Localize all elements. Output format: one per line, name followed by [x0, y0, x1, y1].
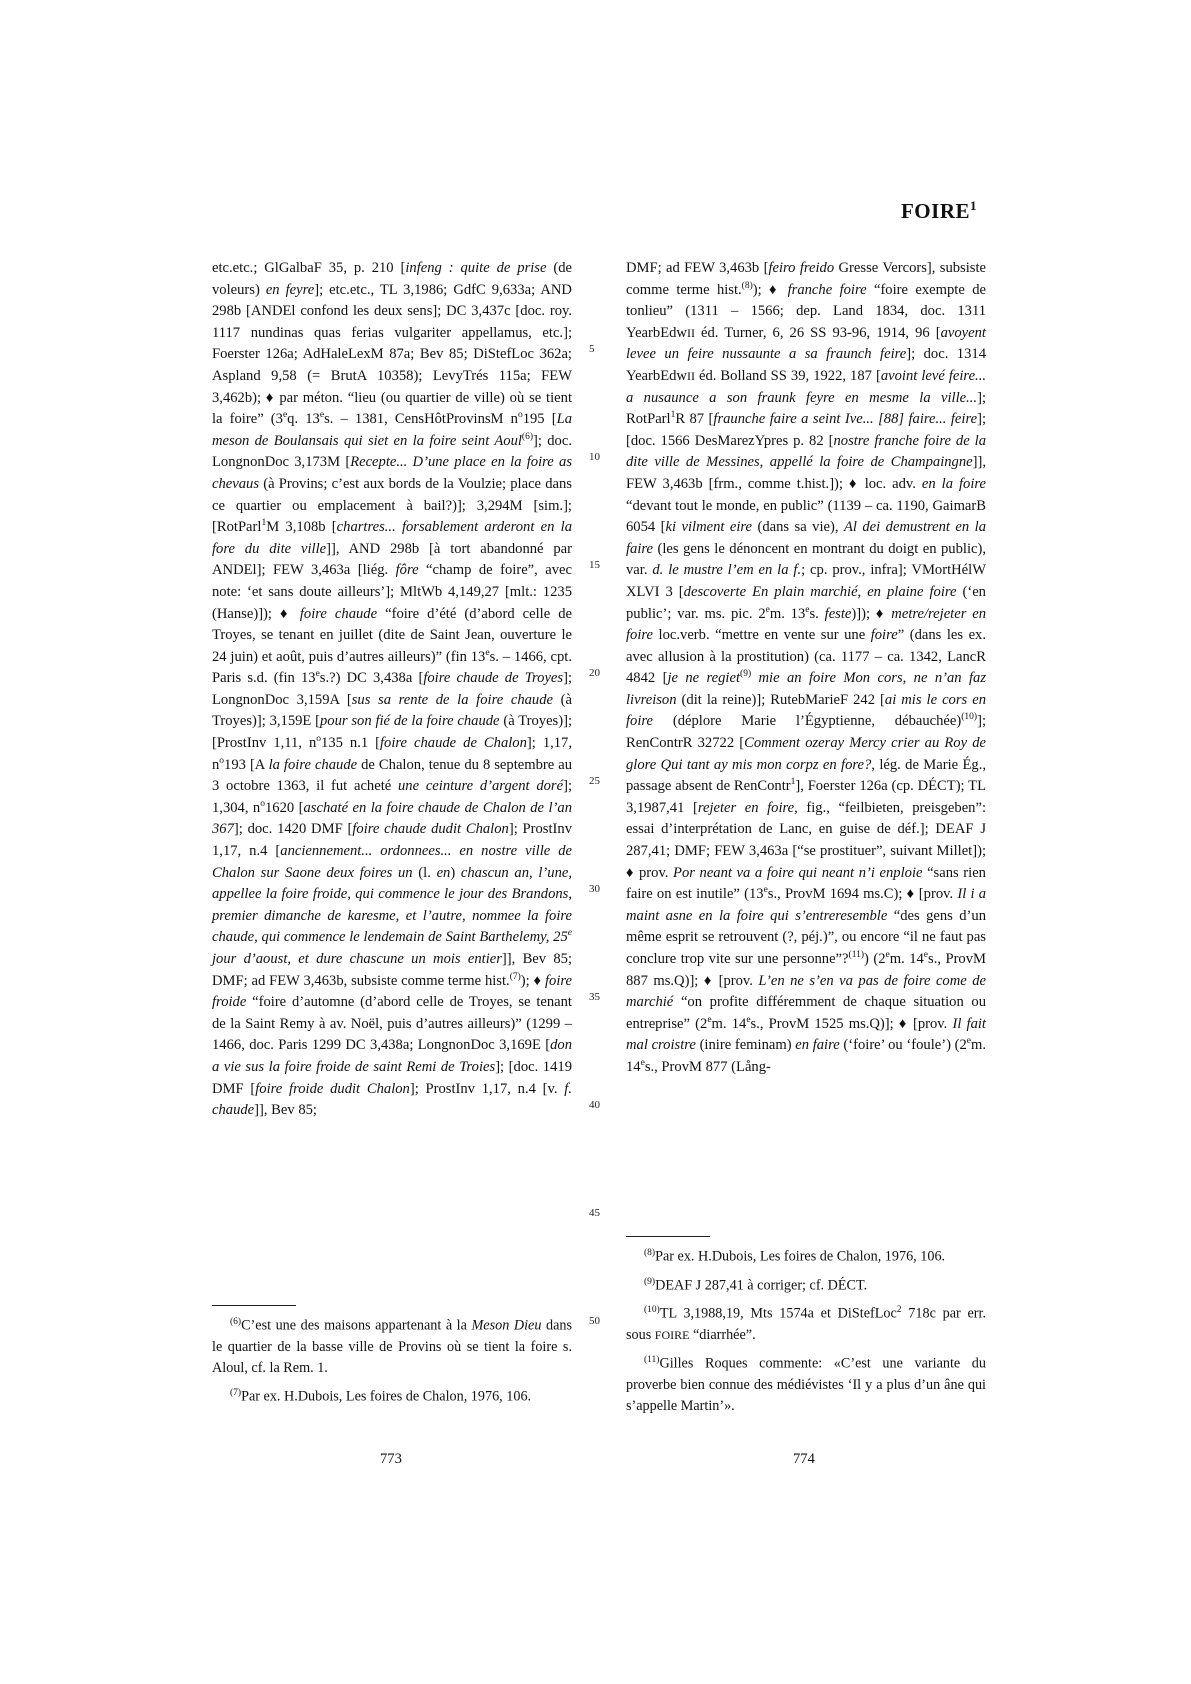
- line-number-45: 45: [589, 1207, 600, 1219]
- line-number-30: 30: [589, 883, 600, 895]
- right-column-text: DMF; ad FEW 3,463b [feiro freido Gresse Vercors], subsiste comme terme hist.$^{(8)}$); ♦ franche foire “foire exempte de tonlieu” (1311 – 1566; dep. Land 1834, doc. 1311 YearbEdwII éd. Turner, 6, 26 SS 93-96, 1914, 96 [avoyent levee un feire nussaunte a sa fraunch feire]; doc. 1314 YearbEdwII éd. Bolland SS 39, 1922, 187 [avoint levé feire... a nusaunce a son fraunk feyre en mesme la ville...]; RotParl$^1$R 87 [fraunche faire a seint Ive... [88] faire... feire]; [doc. 1566 DesMarezYpres p. 82 [nostre franche foire de la dite ville de Messines, appellé la foire de Champaingne]], FEW 3,463b [frm., comme t.hist.]); ♦ loc. adv. en la foire “devant tout le monde, en public” (1139 – ca. 1190, GaimarB 6054 [ki vilment eire (dans sa vie), Al dei demustrent en la faire (les gens le dénoncent en montrant du doigt en public), var. d. le mustre l’em en la f.; cp. prov., infra]; VMortHélW XLVI 3 [descoverte En plain marchié, en plaine foire (‘en public’; var. ms. pic. 2em. 13es. feste)]); ♦ metre/rejeter en foire loc.verb. “mettre en vente sur une foire” (dans les ex. avec allusion à la prostitution) (ca. 1177 – ca. 1342, LancR 4842 [je ne regiet$^{(9)}$ mie an foire Mon cors, ne n’an faz livreison (dit la reine)]; RutebMarieF 242 [ai mis le cors en foire (déplore Marie l’Égyptienne, débauchée)$^{(10)}$]; RenContrR 32722 [Comment ozeray Mercy crier au Roy de glore Qui tant ay mis mon corpz en fore?, lég. de Marie Ég., passage absent de RenContr$^1$], Foerster 126a (cp. DÉCT); TL 3,1987,41 [rejeter en foire, fig., “feilbieten, preisgeben”: essai d’interprétation de Lanc, en guise de déf.]; DEAF J 287,41; DMF; FEW 3,463a [“se prostituer”, suivant Millet]); ♦ prov. Por neant va a foire qui neant n’i enploie “sans rien faire on est inutile” (13es., ProvM 1694 ms.C); ♦ [prov. Il i a maint asne en la foire qui s’entreresemble “des gens d’un même esprit se retrouvent (?, péj.)”, ou encore “il ne faut pas conclure trop vite sur une personne”?$^{(11)}$) (2em. 14es., ProvM 887 ms.Q)]; ♦ [prov. L’en ne s’en va pas de foire come de marchié “on profite différemment de chaque situation ou entreprise” (2em. 14es., ProvM 1525 ms.Q)]; ♦ [prov. Il fait mal croistre (inire feminam) en faire (‘foire’ ou ‘foule’) (2em. 14es., ProvM 877 (Lång-: [626, 260, 987, 1075]
- line-number-5: 5: [589, 343, 595, 355]
- footnote-7: $^{(7)}$Par ex. H.Dubois, Les foires de Chalon, 1976, 106.: [230, 1387, 532, 1405]
- footnote-8: $^{(8)}$Par ex. H.Dubois, Les foires de Chalon, 1976, 106.: [644, 1248, 946, 1265]
- left-column-text: etc.etc.; GlGalbaF 35, p. 210 [infeng : quite de prise (de voleurs) en feyre]; etc.etc., TL 3,1986; GdfC 9,633a; AND 298b [ANDEl confond les deux sens]; DC 3,437c [doc. roy. 1117 nundinas quas ferias vulgariter appellamus, etc.]; Foerster 126a; AdHaleLexM 87a; Bev 85; DiStefLoc 362a; Aspland 9,58 (= BrutA 10358); LevyTrés 115a; FEW 3,462b); ♦ par méton. “lieu (ou quartier de ville) où se tient la foire” (3eq. 13es. – 1381, CensHôtProvinsM $n^o195$ [La meson de Boulansais qui siet en la foire seint Aoul$^{(6)}$]; doc. LongnonDoc 3,173M [Recepte... D’une place en la foire as chevaus (à Provins; c’est aux bords de la Voulzie; place dans ce quartier ou emplacement à bail?)]; 3,294M [sim.]; [RotParl$^1$M 3,108b [chartres... forsablement arderont en la fore du dite ville]], AND 298b [à tort abandonné par ANDEl]; FEW 3,463a [liég. fôre “champ de foire”, avec note: ‘et sans doute ailleurs’]; MltWb 4,149,27 [mlt.: 1235 (Hanse)]); ♦ foire chaude “foire d’été (d’abord celle de Troyes, se tenant en juillet (dite de Saint Jean, ouverture le 24 juin) et août, puis d’autres ailleurs)” (fin 13es. – 1466, cpt. Paris s.d. (fin 13es.?) DC 3,438a [foire chaude de Troyes]; LongnonDoc 3,159A [sus sa rente de la foire chaude (à Troyes)]; 3,159E [pour son fié de la foire chaude (à Troyes)]; [ProstInv 1,11, $n^o135$ n.1 [foire chaude de Chalon]; 1,17, $n^o193$ [A la foire chaude de Chalon, tenue du 8 septembre au 3 octobre 1363, il fut acheté une ceinture d’argent doré]; 1,304, $n^o1620$ [aschaté en la foire chaude de Chalon de l’an 367]; doc. 1420 DMF [foire chaude dudit Chalon]; ProstInv 1,17, n.4 [anciennement... ordonnees... en nostre ville de Chalon sur Saone deux foires un (l. en) chascun an, l’une, appellee la foire froide, qui commence le jour des Brandons, premier dimanche de karesme, et l’autre, nommee la foire chaude, qui commence le lendemain de Saint Barthelemy, 25e jour d’aoust, et dure chascune un mois entier]], Bev 85; DMF; ad FEW 3,463b, subsiste comme terme hist.$^{(7)}$); ♦ foire froide “foire d’automne (d’abord celle de Troyes, se tenant de la Saint Remy à av. Noël, puis d’autres ailleurs)” (1299 – 1466, doc. Paris 1299 DC 3,438a; LongnonDoc 3,169E [don a vie sus la foire froide de saint Remi de Troies]; [doc. 1419 DMF [foire froide dudit Chalon]; ProstInv 1,17, n.4 [v. f. chaude]], Bev 85;: [212, 260, 573, 1119]
- footnote-11: $^{(11)}$Gilles Roques commente: «C’est une variante du proverbe bien connue des médiévistes ‘Il y a plus d’un âne qui s’appelle Martin’».: [626, 1355, 986, 1414]
- left-column: [212, 258, 572, 1122]
- line-number-10: 10: [589, 451, 600, 463]
- footnote-rule-right: [626, 1236, 710, 1237]
- right-footnotes: [626, 1243, 986, 1421]
- headword-number: 1: [970, 198, 977, 213]
- footnote-10: $^{(10)}$TL 3,1988,19, Mts 1574a et DiStefLoc$^2$ 718c par err. sous FOIRE “diarrhée”.: [626, 1305, 986, 1344]
- headword: [901, 198, 977, 224]
- line-number-40: 40: [589, 1099, 600, 1111]
- line-number-20: 20: [589, 667, 600, 679]
- right-column: [626, 258, 986, 1079]
- line-number-50: 50: [589, 1315, 600, 1327]
- line-number-25: 25: [589, 775, 600, 787]
- headword-text: FOIRE: [900, 199, 970, 223]
- page-number-right: 774: [793, 1451, 815, 1467]
- footnote-9: $^{(9)}$DEAF J 287,41 à corriger; cf. DÉCT.: [644, 1276, 868, 1294]
- line-number-35: 35: [589, 991, 600, 1003]
- left-footnotes: [212, 1312, 572, 1411]
- page-number-left: 773: [380, 1451, 402, 1467]
- footnote-6: $^{(6)}$C’est une des maisons appartenant à la Meson Dieu dans le quartier de la basse ville de Provins où se tient la foire s. Aloul, cf. la Rem. 1.: [212, 1317, 572, 1376]
- line-number-15: 15: [589, 559, 600, 571]
- footnote-rule-left: [212, 1305, 296, 1306]
